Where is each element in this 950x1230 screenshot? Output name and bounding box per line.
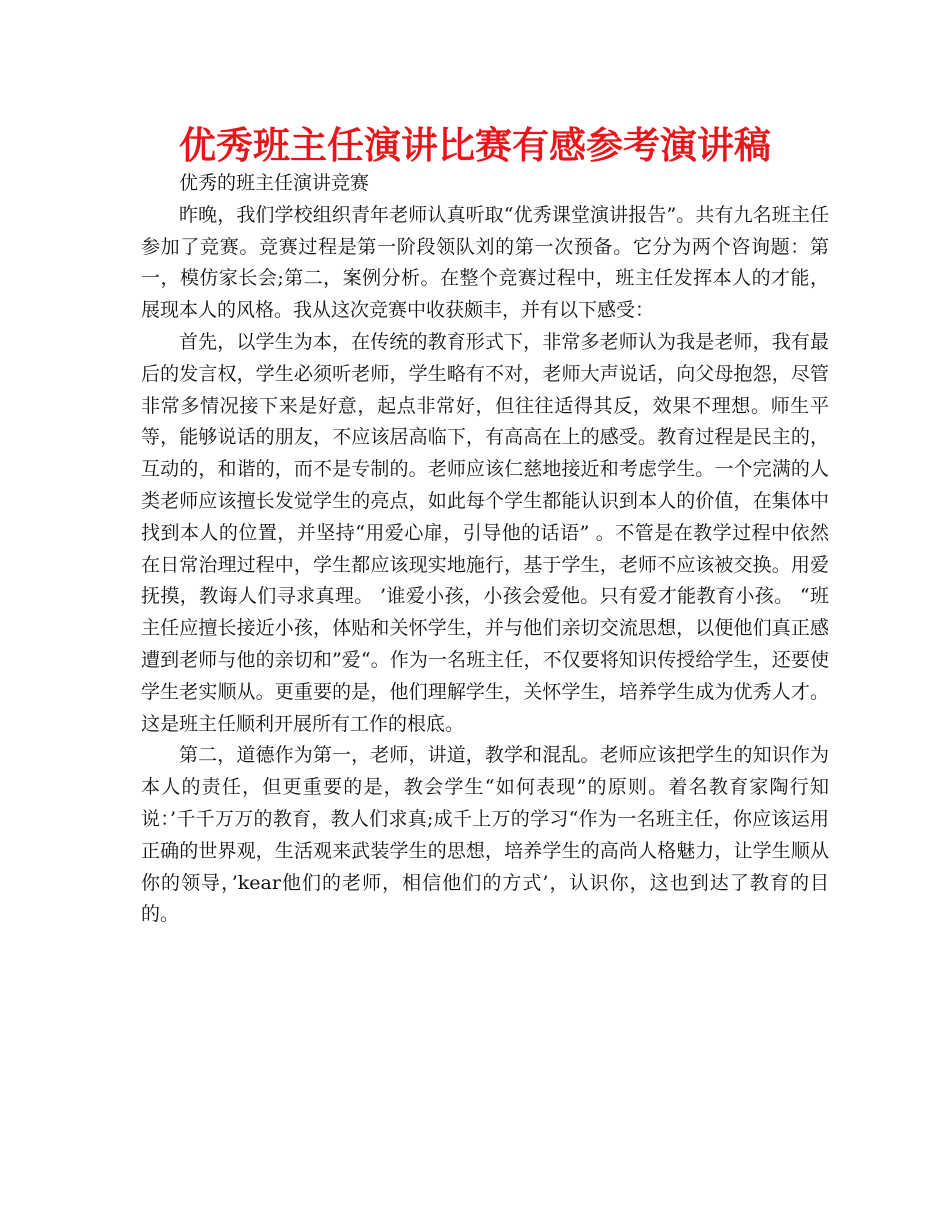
document-body xyxy=(141,168,829,931)
paragraph-3: 第二，道德作为第一，老师，讲道，教学和混乱。老师应该把学生的知识作为本人的责任，但更重要的是，教会学生“如何表现”的原则。着名教育家陶行知说：’千千万万的教育，教人们求真;成千上万的学习“作为一名班主任，你应该运用正确的世界观，生活观来武装学生的思想，培养学生的高尚人格魅力，让学生顺从你的领导，’kear他们的老师，相信他们的方式’，认识你，这也到达了教育的目的。 xyxy=(141,744,829,926)
document-title: 优秀班主任演讲比赛有感参考演讲稿 xyxy=(179,124,771,167)
paragraph-2: 首先，以学生为本，在传统的教育形式下，非常多老师认为我是老师，我有最后的发言权，学生必须听老师，学生略有不对，老师大声说话，向父母抱怨，尽管非常多情况接下来是好意，起点非常好，但往往适得其反，效果不理想。师生平等，能够说话的朋友，不应该居高临下，有高高在上的感受。教育过程是民主的，互动的，和谐的，而不是专制的。老师应该仁慈地接近和考虑学生。一个完满的人类老师应该擅长发觉学生的亮点，如此每个学生都能认识到本人的价值，在集体中找到本人的位置，并坚持“用爱心扉，引导他的话语” 。不管是在教学过程中依然在日常治理过程中，学生都应该现实地施行，基于学生，老师不应该被交换。用爱抚摸，教诲人们寻求真理。 ’谁爱小孩，小孩会爱他。只有爱才能教育小孩。 “班主任应擅长接近小孩，体贴和关怀学生，并与他们亲切交流思想，以便他们真正感遭到老师与他的亲切和”爱“。作为一名班主任，不仅要将知识传授给学生，还要使学生老实顺从。更重要的是，他们理解学生，关怀学生，培养学生成为优秀人才。这是班主任顺利开展所有工作的根底。 xyxy=(141,330,829,735)
paragraph-1: 昨晚，我们学校组织青年老师认真听取“优秀课堂演讲报告”。共有九名班主任参加了竞赛。竞赛过程是第一阶段领队刘的第一次预备。它分为两个咨询题：第一，模仿家长会;第二，案例分析。在整个竞赛过程中，班主任发挥本人的才能，展现本人的风格。我从这次竞赛中收获颇丰，并有以下感受： xyxy=(141,203,829,322)
document-subtitle: 优秀的班主任演讲竞赛 xyxy=(179,172,370,194)
